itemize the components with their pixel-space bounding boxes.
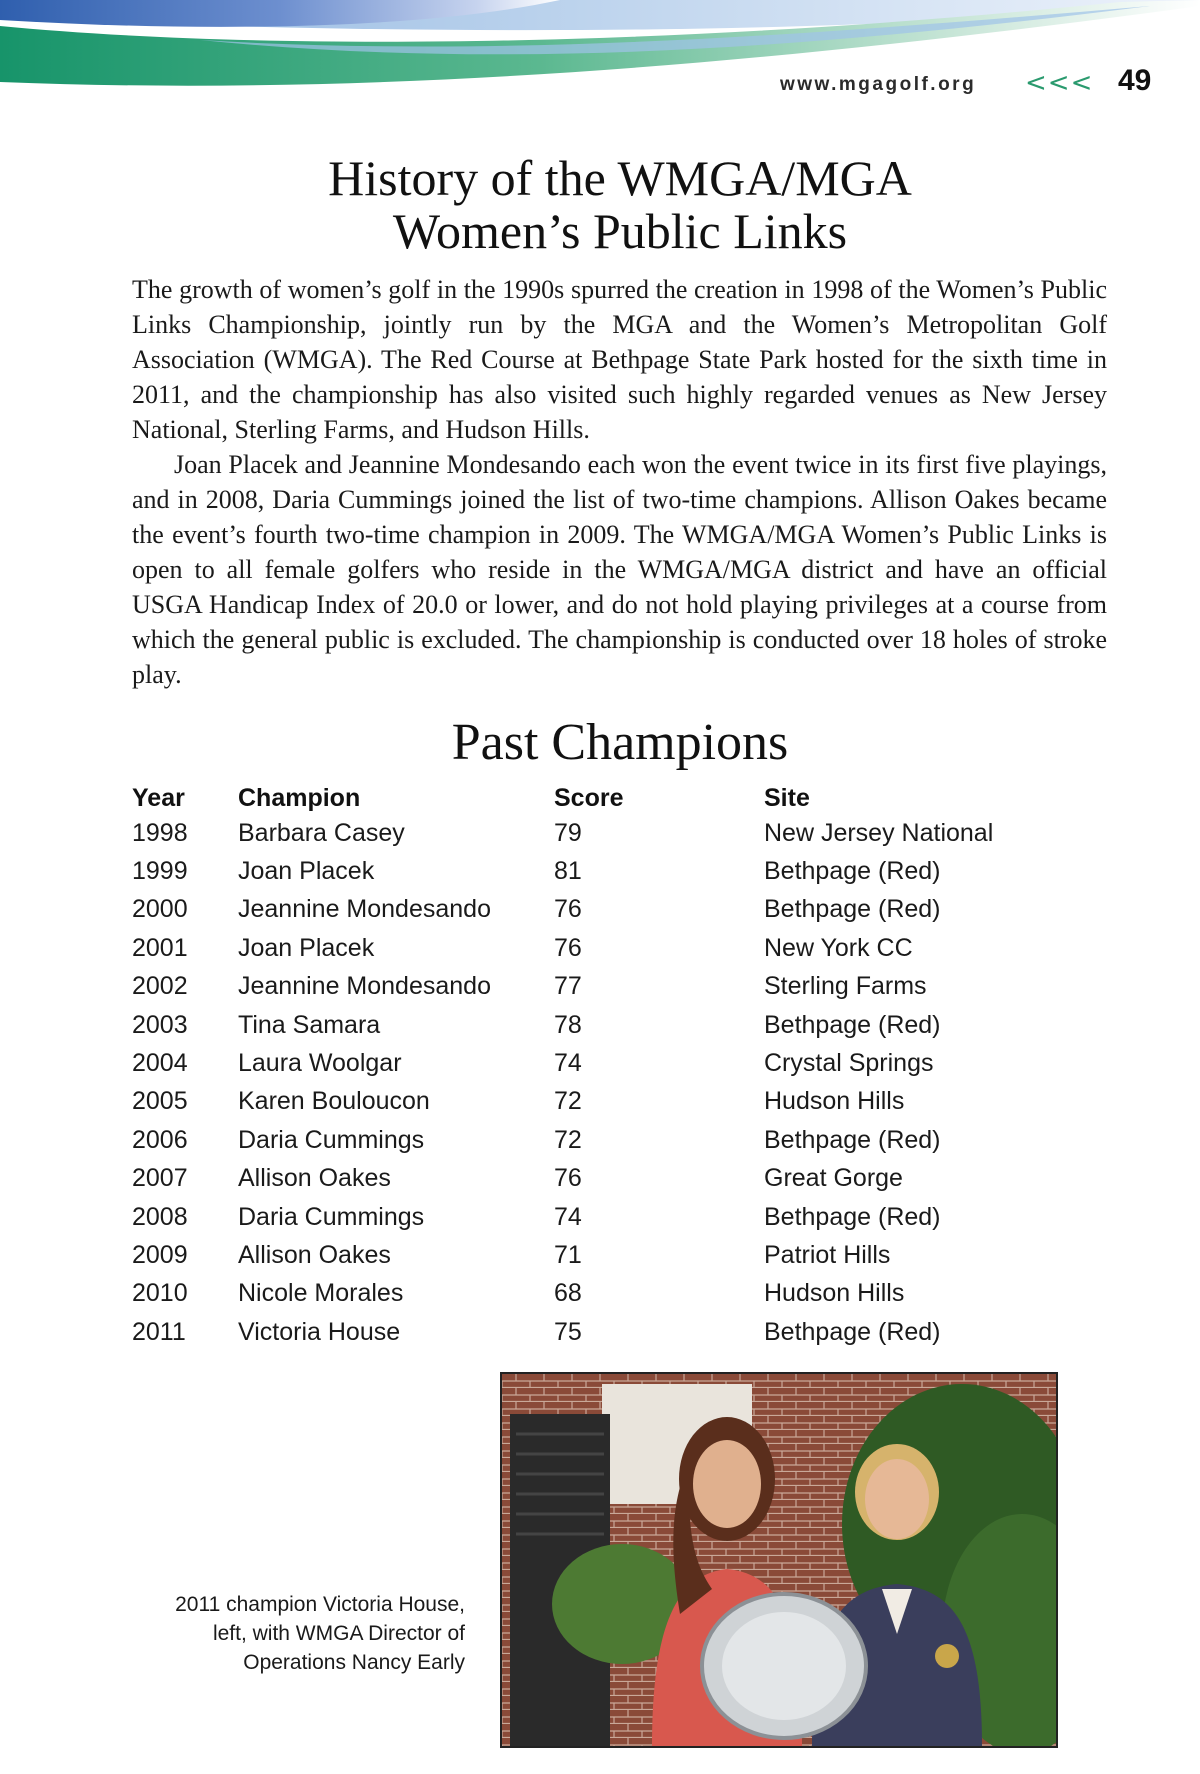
site-cell: Bethpage (Red) [764,1317,941,1346]
year-cell: 2005 [132,1087,188,1116]
page-number: 49 [1118,64,1152,97]
past-champions-table [132,782,1092,1351]
champion-cell: Daria Cummings [238,1202,425,1231]
table-row [132,1160,1092,1198]
year-cell: 1998 [132,818,188,847]
champion-cell: Daria Cummings [238,1125,425,1154]
column-header-year: Year [132,783,185,812]
champion-cell: Karen Bouloucon [238,1087,430,1116]
score-cell: 76 [554,933,582,962]
body-paragraph-1: The growth of women’s golf in the 1990s spurred the creation in 1998 of the Women’s Public Links Championship, jointly run by the MGA and the Women’s Metropolitan Golf Association (WMGA). The Red Course at Bethpage State Park hosted for the sixth time in 2011, and the championship has also visited such highly regarded venues as New Jersey National, Sterling Farms, and Hudson Hills. [132,275,1107,444]
score-cell: 78 [554,1010,582,1039]
champion-cell: Victoria House [238,1317,401,1346]
table-row [132,891,1092,929]
champion-cell: Joan Placek [238,857,375,886]
site-cell: Bethpage (Red) [764,857,941,886]
table-row [132,1313,1092,1351]
caption-line-1: 2011 champion Victoria House, [175,1593,465,1616]
year-cell: 2000 [132,895,188,924]
table-row [132,852,1092,890]
photo-caption [100,1590,465,1677]
year-cell: 2002 [132,972,188,1001]
table-row [132,1121,1092,1159]
champion-cell: Joan Placek [238,933,375,962]
page-title [130,152,1110,258]
table-row [132,929,1092,967]
table-body [132,814,1092,1351]
title-line-2: Women’s Public Links [392,203,848,259]
site-cell: Bethpage (Red) [764,1010,941,1039]
website-url: www.mgagolf.org [780,74,977,95]
score-cell: 77 [554,972,582,1001]
table-row [132,1044,1092,1082]
table-row [132,1275,1092,1313]
year-cell: 2010 [132,1279,188,1308]
column-header-site: Site [764,783,810,812]
article-body [132,272,1107,692]
site-cell: Hudson Hills [764,1279,905,1308]
year-cell: 2006 [132,1125,188,1154]
past-champions-heading: Past Champions [451,714,789,771]
year-cell: 2009 [132,1240,188,1269]
year-cell: 2008 [132,1202,188,1231]
score-cell: 74 [554,1049,582,1078]
site-cell: Bethpage (Red) [764,895,941,924]
champion-cell: Jeannine Mondesando [238,972,491,1001]
champion-cell: Jeannine Mondesando [238,895,491,924]
body-paragraph-2: Joan Placek and Jeannine Mondesando each won the event twice in its first five playings, and in 2008, Daria Cummings joined the list of two-time champions. Allison Oakes became the event’s fourth two-time champion in 2009. The WMGA/MGA Women’s Public Links is open to all female golfers who reside in the WMGA/MGA district and have an official USGA Handicap Index of 20.0 or lower, and do not hold playing privileges at a course from which the general public is excluded. The championship is conducted over 18 holes of stroke play. [132,450,1107,689]
site-cell: Great Gorge [764,1164,903,1193]
site-cell: Sterling Farms [764,972,927,1001]
champion-cell: Barbara Casey [238,818,405,847]
score-cell: 68 [554,1279,582,1308]
table-row [132,1083,1092,1121]
site-cell: Bethpage (Red) [764,1202,941,1231]
site-cell: New Jersey National [764,818,994,847]
score-cell: 75 [554,1317,582,1346]
site-cell: Hudson Hills [764,1087,905,1116]
column-header-score: Score [554,783,624,812]
site-cell: Patriot Hills [764,1240,891,1269]
header-swoosh-graphic [0,0,1200,120]
site-cell: Bethpage (Red) [764,1125,941,1154]
score-cell: 71 [554,1240,582,1269]
chevron-left-icon: <<< [1025,68,1094,98]
year-cell: 2011 [132,1317,186,1346]
title-line-1: History of the WMGA/MGA [328,150,912,206]
score-cell: 72 [554,1125,582,1154]
champion-cell: Laura Woolgar [238,1049,402,1078]
year-cell: 1999 [132,857,188,886]
score-cell: 72 [554,1087,582,1116]
column-header-champion: Champion [238,783,361,812]
table-row [132,814,1092,852]
year-cell: 2003 [132,1010,188,1039]
year-cell: 2007 [132,1164,188,1193]
score-cell: 76 [554,895,582,924]
site-cell: Crystal Springs [764,1049,934,1078]
score-cell: 79 [554,818,582,847]
site-cell: New York CC [764,933,913,962]
score-cell: 76 [554,1164,582,1193]
table-row [132,1236,1092,1274]
champion-photo-illustration [502,1374,1056,1746]
score-cell: 81 [554,857,582,886]
table-row [132,1006,1092,1044]
champion-cell: Nicole Morales [238,1279,404,1308]
caption-line-3: Operations Nancy Early [243,1651,465,1674]
champion-photo [500,1372,1058,1748]
champion-cell: Allison Oakes [238,1240,391,1269]
year-cell: 2004 [132,1049,188,1078]
champion-cell: Tina Samara [238,1010,381,1039]
champion-cell: Allison Oakes [238,1164,391,1193]
table-row [132,1198,1092,1236]
table-header-row [132,782,1092,814]
caption-line-2: left, with WMGA Director of [212,1622,465,1645]
year-cell: 2001 [132,933,188,962]
table-row [132,968,1092,1006]
score-cell: 74 [554,1202,582,1231]
